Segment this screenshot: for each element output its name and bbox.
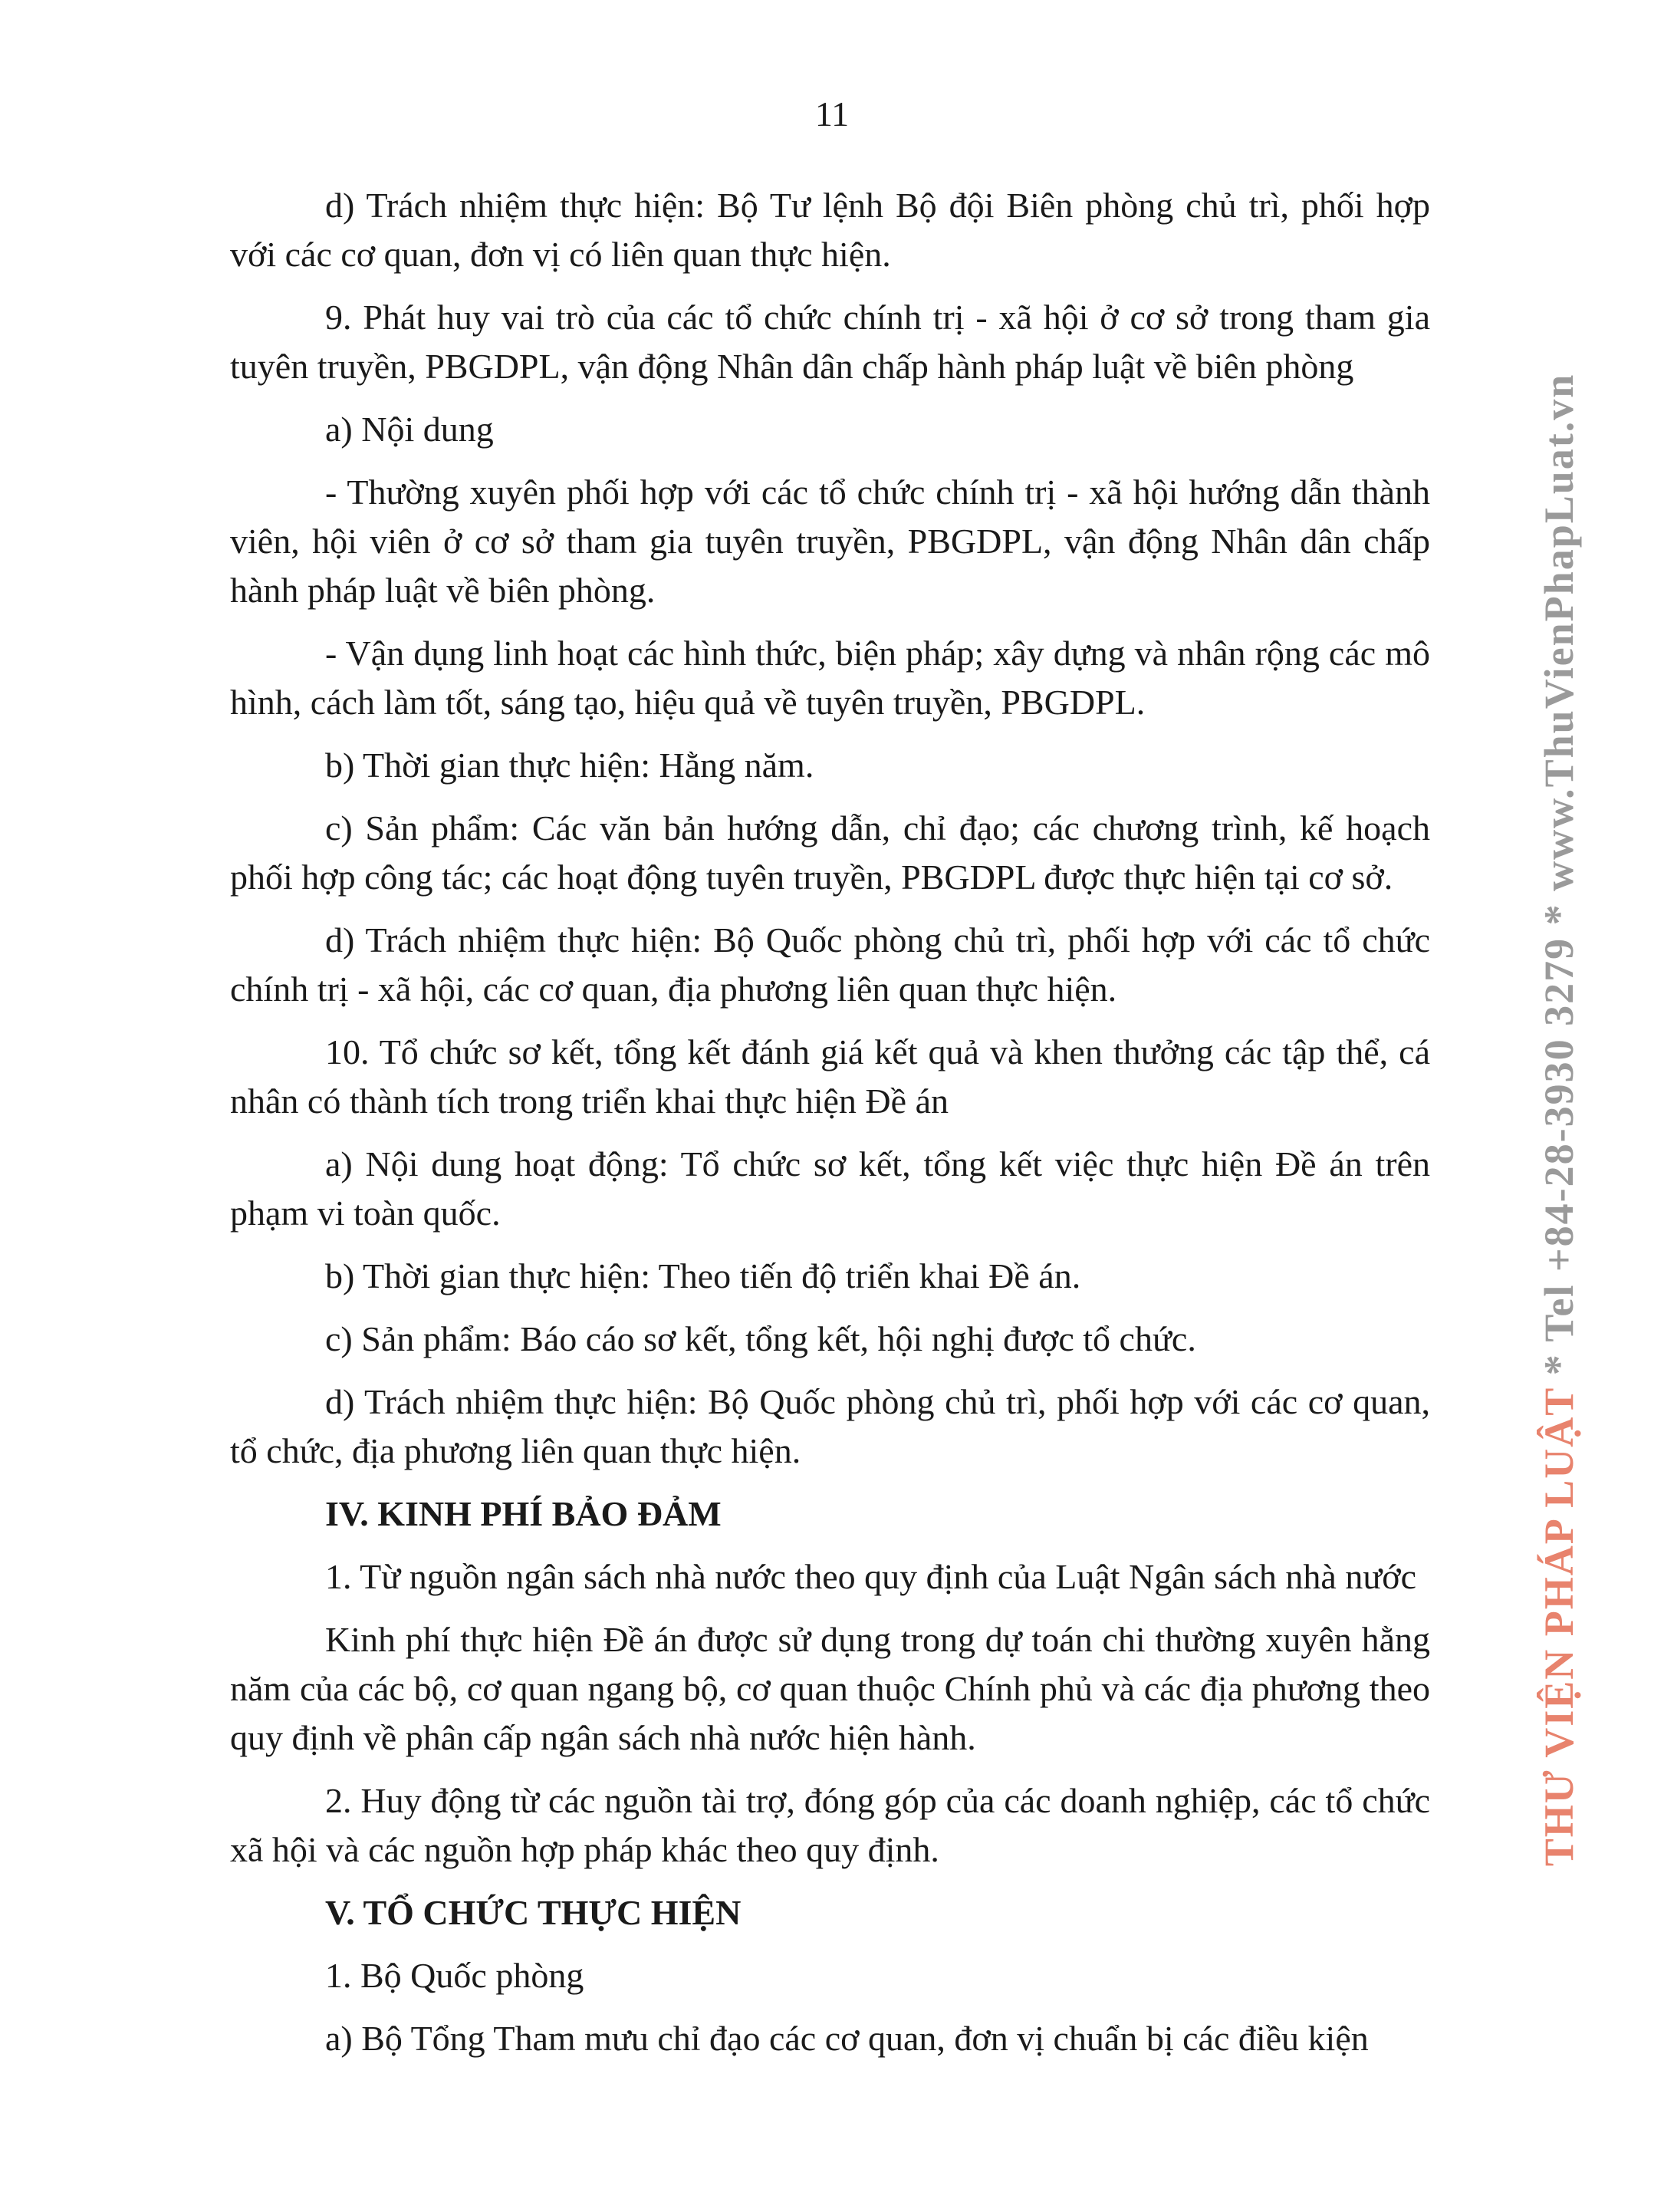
paragraph: - Thường xuyên phối hợp với các tổ chức chính trị - xã hội hướng dẫn thành viên, hội viên ở cơ sở tham gia tuyên truyền, PBGDPL, vận động Nhân dân chấp hành pháp luật về biên phòng. [230,472,1430,610]
paragraph: 10. Tổ chức sơ kết, tổng kết đánh giá kết quả và khen thưởng các tập thể, cá nhân có thành tích trong triển khai thực hiện Đề án [230,1032,1430,1121]
paragraph: c) Sản phẩm: Báo cáo sơ kết, tổng kết, hội nghị được tổ chức. [325,1319,1196,1358]
paragraph: 9. Phát huy vai trò của các tổ chức chính trị - xã hội ở cơ sở trong tham gia tuyên truyền, PBGDPL, vận động Nhân dân chấp hành pháp luật về biên phòng [230,298,1430,386]
watermark [1535,374,1583,1867]
document-body [230,181,1430,2077]
paragraph: 2. Huy động từ các nguồn tài trợ, đóng góp của các doanh nghiệp, các tổ chức xã hội và các nguồn hợp pháp khác theo quy định. [230,1781,1430,1869]
section-heading: IV. KINH PHÍ BẢO ĐẢM [325,1494,722,1533]
section-heading: V. TỔ CHỨC THỰC HIỆN [325,1893,742,1932]
paragraph: 1. Từ nguồn ngân sách nhà nước theo quy định của Luật Ngân sách nhà nước [325,1557,1417,1596]
paragraph: b) Thời gian thực hiện: Theo tiến độ triển khai Đề án. [325,1256,1081,1295]
watermark-contact: * Tel +84-28-3930 3279 * www.ThuVienPhapLuat.vn [1536,373,1582,1376]
watermark-brand: THƯ VIỆN PHÁP LUẬT [1536,1387,1582,1867]
paragraph: a) Bộ Tổng Tham mưu chỉ đạo các cơ quan, đơn vị chuẩn bị các điều kiện [325,2019,1369,2058]
paragraph: 1. Bộ Quốc phòng [325,1956,584,1995]
paragraph: b) Thời gian thực hiện: Hằng năm. [325,746,814,785]
paragraph: d) Trách nhiệm thực hiện: Bộ Tư lệnh Bộ đội Biên phòng chủ trì, phối hợp với các cơ quan, đơn vị có liên quan thực hiện. [230,186,1430,274]
paragraph: - Vận dụng linh hoạt các hình thức, biện pháp; xây dựng và nhân rộng các mô hình, cách làm tốt, sáng tạo, hiệu quả về tuyên truyền, PBGDPL. [230,634,1430,722]
paragraph: d) Trách nhiệm thực hiện: Bộ Quốc phòng chủ trì, phối hợp với các tổ chức chính trị - xã hội, các cơ quan, địa phương liên quan thực hiện. [230,920,1430,1009]
paragraph: c) Sản phẩm: Các văn bản hướng dẫn, chỉ đạo; các chương trình, kế hoạch phối hợp công tác; các hoạt động tuyên truyền, PBGDPL được thực hiện tại cơ sở. [230,808,1430,897]
paragraph: a) Nội dung hoạt động: Tổ chức sơ kết, tổng kết việc thực hiện Đề án trên phạm vi toàn quốc. [230,1144,1430,1233]
paragraph: Kinh phí thực hiện Đề án được sử dụng trong dự toán chi thường xuyên hằng năm của các bộ, cơ quan ngang bộ, cơ quan thuộc Chính phủ và các địa phương theo quy định về phân cấp ngân sách nhà nước hiện hành. [230,1620,1430,1757]
page-number: 11 [814,94,850,133]
paragraph: a) Nội dung [325,410,494,449]
paragraph: d) Trách nhiệm thực hiện: Bộ Quốc phòng chủ trì, phối hợp với các cơ quan, tổ chức, địa phương liên quan thực hiện. [230,1382,1430,1470]
